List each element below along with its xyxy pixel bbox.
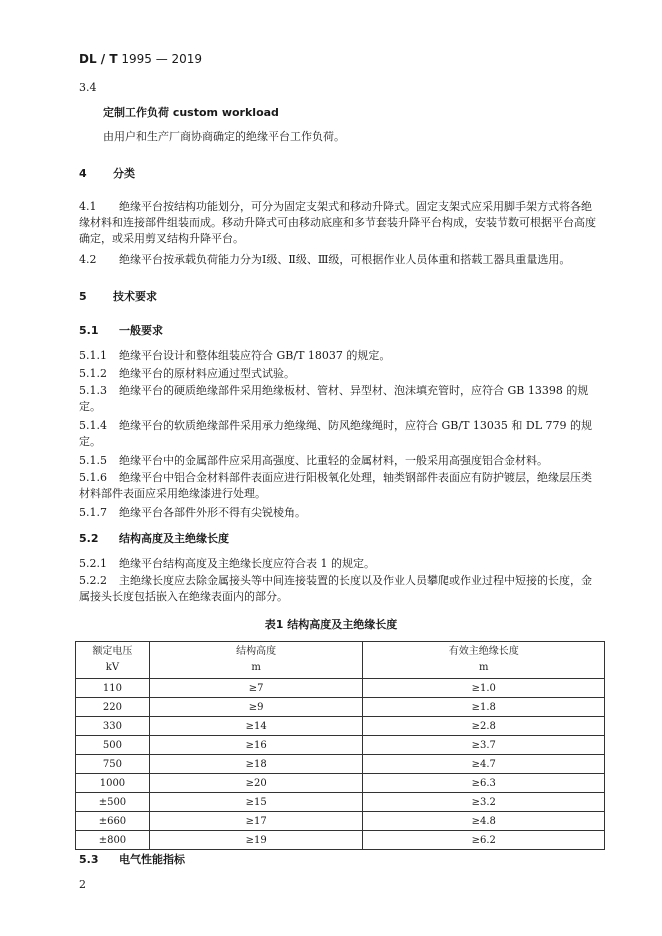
clause-text: 绝缘平台中铝合金材料部件表面应进行阳极氧化处理，轴类钢部件表面应有防护镀层，绝缘层压类材料部件表面应采用绝缘漆进行处理。 bbox=[79, 471, 592, 500]
clause-number: 5.1.6 bbox=[79, 471, 107, 484]
term-definition: 由用户和生产厂商协商确定的绝缘平台工作负荷。 bbox=[103, 130, 345, 143]
section-number: 4 bbox=[79, 167, 87, 180]
clause-5-2-2 bbox=[79, 573, 599, 605]
section-5-3-heading bbox=[79, 852, 185, 868]
clause-text: 绝缘平台设计和整体组装应符合 GB/T 18037 的规定。 bbox=[119, 349, 391, 362]
table-row: 1000 ≥20 ≥6.3 bbox=[76, 774, 605, 793]
clause-5-1-1 bbox=[79, 348, 599, 364]
section-5-1-heading bbox=[79, 323, 163, 339]
clause-text: 绝缘平台结构高度及主绝缘长度应符合表 1 的规定。 bbox=[119, 557, 375, 570]
clause-number: 5.2.2 bbox=[79, 574, 107, 587]
clause-text: 绝缘平台按承载负荷能力分为Ⅰ级、Ⅱ级、Ⅲ级，可根据作业人员体重和搭载工器具重量选用。 bbox=[119, 253, 571, 266]
clause-5-1-5 bbox=[79, 453, 599, 469]
section-number: 5.2 bbox=[79, 532, 99, 545]
table-caption: 表1 结构高度及主绝缘长度 bbox=[264, 618, 398, 631]
clause-number: 4.1 bbox=[79, 200, 97, 213]
table-header-row bbox=[76, 642, 605, 679]
standard-year: 1995 — 2019 bbox=[121, 52, 203, 66]
table-row: ±800 ≥19 ≥6.2 bbox=[76, 831, 605, 850]
running-header bbox=[79, 52, 202, 66]
section-4-heading bbox=[79, 166, 135, 182]
clause-number: 5.1.4 bbox=[79, 419, 107, 432]
clause-4-2 bbox=[79, 252, 599, 268]
clause-number: 5.1.2 bbox=[79, 367, 107, 380]
table-row: 220 ≥9 ≥1.8 bbox=[76, 698, 605, 717]
clause-number: 5.2.1 bbox=[79, 557, 107, 570]
section-title: 电气性能指标 bbox=[119, 853, 185, 866]
clause-5-1-3 bbox=[79, 383, 599, 415]
section-title: 技术要求 bbox=[113, 290, 157, 303]
clause-text: 绝缘平台的软质绝缘部件采用承力绝缘绳、防风绝缘绳时，应符合 GB/T 13035 和 DL 779 的规定。 bbox=[79, 419, 593, 448]
clause-number: 5.1.7 bbox=[79, 506, 107, 519]
section-5-heading bbox=[79, 289, 157, 305]
clause-5-2-1 bbox=[79, 556, 599, 572]
header-cell: 结构高度 m bbox=[149, 642, 363, 679]
section-number: 5.3 bbox=[79, 853, 99, 866]
table-row: ±660 ≥17 ≥4.8 bbox=[76, 812, 605, 831]
section-5-2-heading bbox=[79, 531, 229, 547]
data-table bbox=[75, 641, 605, 850]
clause-text: 主绝缘长度应去除金属接头等中间连接装置的长度以及作业人员攀爬或作业过程中短接的长度，金属接头长度包括嵌入在绝缘表面内的部分。 bbox=[79, 574, 592, 603]
clause-text: 绝缘平台按结构功能划分，可分为固定支架式和移动升降式。固定支架式应采用脚手架方式将各绝缘材料和连接部件组装而成。移动升降式可由移动底座和多节套装升降平台构成，安装节数可根据平台高度确定，或采用剪叉结构升降平台。 bbox=[79, 200, 596, 245]
section-number: 5 bbox=[79, 290, 87, 303]
header-cell: 有效主绝缘长度 m bbox=[363, 642, 605, 679]
page-number: 2 bbox=[79, 878, 86, 891]
section-title: 一般要求 bbox=[119, 324, 163, 337]
clause-5-1-7 bbox=[79, 505, 599, 521]
clause-text: 绝缘平台的原材料应通过型式试验。 bbox=[119, 367, 295, 380]
header-cell: 额定电压 kV bbox=[76, 642, 150, 679]
section-title: 分类 bbox=[113, 167, 135, 180]
table-row: 330 ≥14 ≥2.8 bbox=[76, 717, 605, 736]
clause-3-4-number: 3.4 bbox=[79, 81, 97, 94]
section-title: 结构高度及主绝缘长度 bbox=[119, 532, 229, 545]
clause-text: 绝缘平台各部件外形不得有尖锐棱角。 bbox=[119, 506, 306, 519]
table-row: 500 ≥16 ≥3.7 bbox=[76, 736, 605, 755]
clause-number: 4.2 bbox=[79, 253, 97, 266]
clause-5-1-4 bbox=[79, 418, 599, 450]
clause-5-1-6 bbox=[79, 470, 599, 502]
table-row: 750 ≥18 ≥4.7 bbox=[76, 755, 605, 774]
term-title: 定制工作负荷 custom workload bbox=[103, 106, 279, 119]
clause-number: 5.1.3 bbox=[79, 384, 107, 397]
clause-text: 绝缘平台中的金属部件应采用高强度、比重轻的金属材料，一般采用高强度铝合金材料。 bbox=[119, 454, 548, 467]
clause-text: 绝缘平台的硬质绝缘部件采用绝缘板材、管材、异型材、泡沫填充管时，应符合 GB 13398 的规定。 bbox=[79, 384, 589, 413]
clause-number: 5.1.1 bbox=[79, 349, 107, 362]
clause-4-1 bbox=[79, 199, 599, 247]
section-number: 5.1 bbox=[79, 324, 99, 337]
clause-number: 5.1.5 bbox=[79, 454, 107, 467]
standard-code: DL / T bbox=[79, 52, 118, 66]
table-row: ±500 ≥15 ≥3.2 bbox=[76, 793, 605, 812]
table-row: 110 ≥7 ≥1.0 bbox=[76, 679, 605, 698]
clause-5-1-2 bbox=[79, 366, 599, 382]
